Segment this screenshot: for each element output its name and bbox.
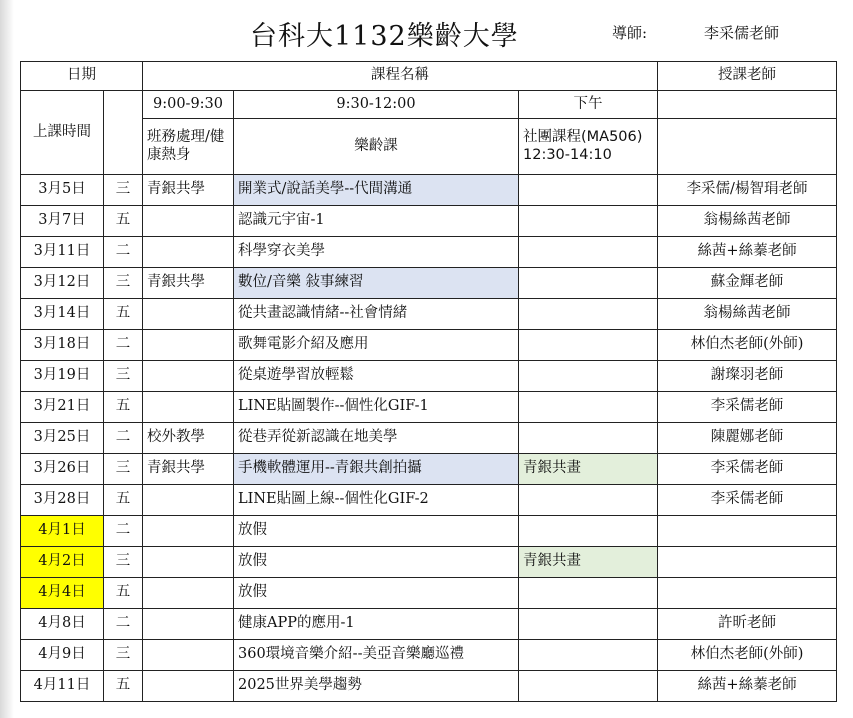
row-afternoon-activity [519,330,658,361]
row-afternoon-activity [519,671,658,702]
row-teacher [658,516,837,547]
time-slot-2: 9:30-12:00 [234,91,519,119]
schedule-body [21,62,837,702]
row-date: 3月14日 [21,299,104,330]
time-slot-3: 下午 [519,91,658,119]
time-weekday-blank [104,91,143,175]
row-morning-activity [143,299,234,330]
row-course: 從桌遊學習放輕鬆 [234,361,519,392]
row-morning-activity [143,640,234,671]
row-teacher: 翁楊絲茜老師 [658,299,837,330]
table-row [21,361,837,392]
row-weekday: 三 [104,268,143,299]
tutor-label: 導師: [612,24,648,42]
slot-1-subject: 班務處理/健康熱身 [143,119,234,175]
row-morning-activity [143,547,234,578]
row-afternoon-activity [519,578,658,609]
row-course: 放假 [234,516,519,547]
row-weekday: 五 [104,206,143,237]
row-weekday: 三 [104,175,143,206]
table-row [21,299,837,330]
row-afternoon-activity [519,175,658,206]
row-afternoon-activity [519,423,658,454]
time-teacher-blank [658,91,837,119]
row-course: 科學穿衣美學 [234,237,519,268]
page-left-edge-shadow [0,0,14,718]
row-date: 3月21日 [21,392,104,423]
row-afternoon-activity [519,361,658,392]
row-date: 3月28日 [21,485,104,516]
row-afternoon-activity [519,237,658,268]
schedule-table [20,61,837,702]
row-course: LINE貼圖上線--個性化GIF-2 [234,485,519,516]
row-date: 4月1日 [21,516,104,547]
row-morning-activity: 青銀共學 [143,175,234,206]
table-row [21,206,837,237]
row-date: 3月18日 [21,330,104,361]
row-date: 4月4日 [21,578,104,609]
row-course: 從共畫認識情緒--社會情緒 [234,299,519,330]
row-date: 4月9日 [21,640,104,671]
table-row [21,485,837,516]
row-course: 從巷弄從新認識在地美學 [234,423,519,454]
row-teacher: 林伯杰老師(外師) [658,330,837,361]
table-row [21,547,837,578]
row-afternoon-activity [519,299,658,330]
row-afternoon-activity: 青銀共畫 [519,547,658,578]
table-row [21,392,837,423]
row-date: 3月12日 [21,268,104,299]
row-course: 數位/音樂 敍事練習 [234,268,519,299]
row-morning-activity [143,206,234,237]
row-date: 3月11日 [21,237,104,268]
slot-3-subject [519,119,658,175]
row-teacher: 許昕老師 [658,609,837,640]
page-title: 台科大1132樂齡大學 [250,21,519,52]
row-course: LINE貼圖製作--個性化GIF-1 [234,392,519,423]
table-row [21,671,837,702]
row-weekday: 二 [104,516,143,547]
row-teacher: 蘇金輝老師 [658,268,837,299]
row-course: 放假 [234,547,519,578]
table-header-row [21,62,837,91]
row-weekday: 五 [104,485,143,516]
row-course: 2025世界美學趨勢 [234,671,519,702]
row-afternoon-activity [519,640,658,671]
row-date: 3月7日 [21,206,104,237]
row-teacher: 李采儒老師 [658,454,837,485]
tutor-name: 李采儒老師 [704,24,780,42]
row-date: 3月26日 [21,454,104,485]
slot-subject-row [21,119,837,175]
row-teacher: 林伯杰老師(外師) [658,640,837,671]
row-date: 3月25日 [21,423,104,454]
table-row [21,423,837,454]
row-afternoon-activity: 青銀共畫 [519,454,658,485]
table-row [21,330,837,361]
row-date: 4月2日 [21,547,104,578]
row-weekday: 五 [104,578,143,609]
row-afternoon-activity [519,609,658,640]
row-course: 開業式/說話美學--代間溝通 [234,175,519,206]
row-teacher: 李采儒老師 [658,392,837,423]
row-weekday: 二 [104,609,143,640]
row-course: 認識元宇宙-1 [234,206,519,237]
row-course: 放假 [234,578,519,609]
table-row [21,237,837,268]
time-slot-1: 9:00-9:30 [143,91,234,119]
row-afternoon-activity [519,392,658,423]
row-morning-activity [143,516,234,547]
slot-3-subject-time: 12:30-14:10 [523,146,612,163]
header-teacher: 授課老師 [658,62,837,91]
table-row [21,268,837,299]
row-morning-activity [143,392,234,423]
row-afternoon-activity [519,206,658,237]
row-weekday: 二 [104,330,143,361]
slot-2-subject: 樂齡課 [234,119,519,175]
row-teacher: 絲茜+絲蓁老師 [658,671,837,702]
row-teacher [658,547,837,578]
row-morning-activity [143,330,234,361]
row-weekday: 二 [104,423,143,454]
row-weekday: 五 [104,392,143,423]
slot-3-subject-name: 社團課程(MA506) [523,129,643,146]
row-weekday: 三 [104,361,143,392]
row-teacher: 李采儒/楊智琄老師 [658,175,837,206]
time-slot-row [21,91,837,119]
row-morning-activity: 青銀共學 [143,268,234,299]
row-afternoon-activity [519,516,658,547]
class-time-label: 上課時間 [21,91,104,175]
header-date: 日期 [21,62,143,91]
row-course: 360環境音樂介紹--美亞音樂廳巡禮 [234,640,519,671]
row-morning-activity: 校外教學 [143,423,234,454]
table-row [21,175,837,206]
row-weekday: 三 [104,547,143,578]
page-header [0,0,853,60]
row-teacher: 謝璨羽老師 [658,361,837,392]
row-teacher: 李采儒老師 [658,485,837,516]
table-row [21,516,837,547]
row-morning-activity [143,609,234,640]
row-weekday: 五 [104,299,143,330]
table-row [21,640,837,671]
table-row [21,454,837,485]
row-course: 健康APP的應用-1 [234,609,519,640]
row-teacher: 翁楊絲茜老師 [658,206,837,237]
row-date: 4月8日 [21,609,104,640]
table-row [21,609,837,640]
row-weekday: 二 [104,237,143,268]
row-weekday: 三 [104,640,143,671]
row-morning-activity [143,237,234,268]
row-afternoon-activity [519,268,658,299]
row-morning-activity [143,361,234,392]
row-weekday: 三 [104,454,143,485]
row-date: 3月19日 [21,361,104,392]
row-teacher [658,578,837,609]
row-course: 歌舞電影介紹及應用 [234,330,519,361]
row-morning-activity [143,578,234,609]
row-teacher: 絲茜+絲蓁老師 [658,237,837,268]
row-morning-activity [143,671,234,702]
row-course: 手機軟體運用--青銀共創拍攝 [234,454,519,485]
table-row [21,578,837,609]
row-afternoon-activity [519,485,658,516]
row-date: 3月5日 [21,175,104,206]
subject-teacher-blank [658,119,837,175]
row-morning-activity [143,485,234,516]
row-teacher: 陳麗娜老師 [658,423,837,454]
row-morning-activity: 青銀共學 [143,454,234,485]
header-course-name: 課程名稱 [143,62,658,91]
row-date: 4月11日 [21,671,104,702]
row-weekday: 五 [104,671,143,702]
